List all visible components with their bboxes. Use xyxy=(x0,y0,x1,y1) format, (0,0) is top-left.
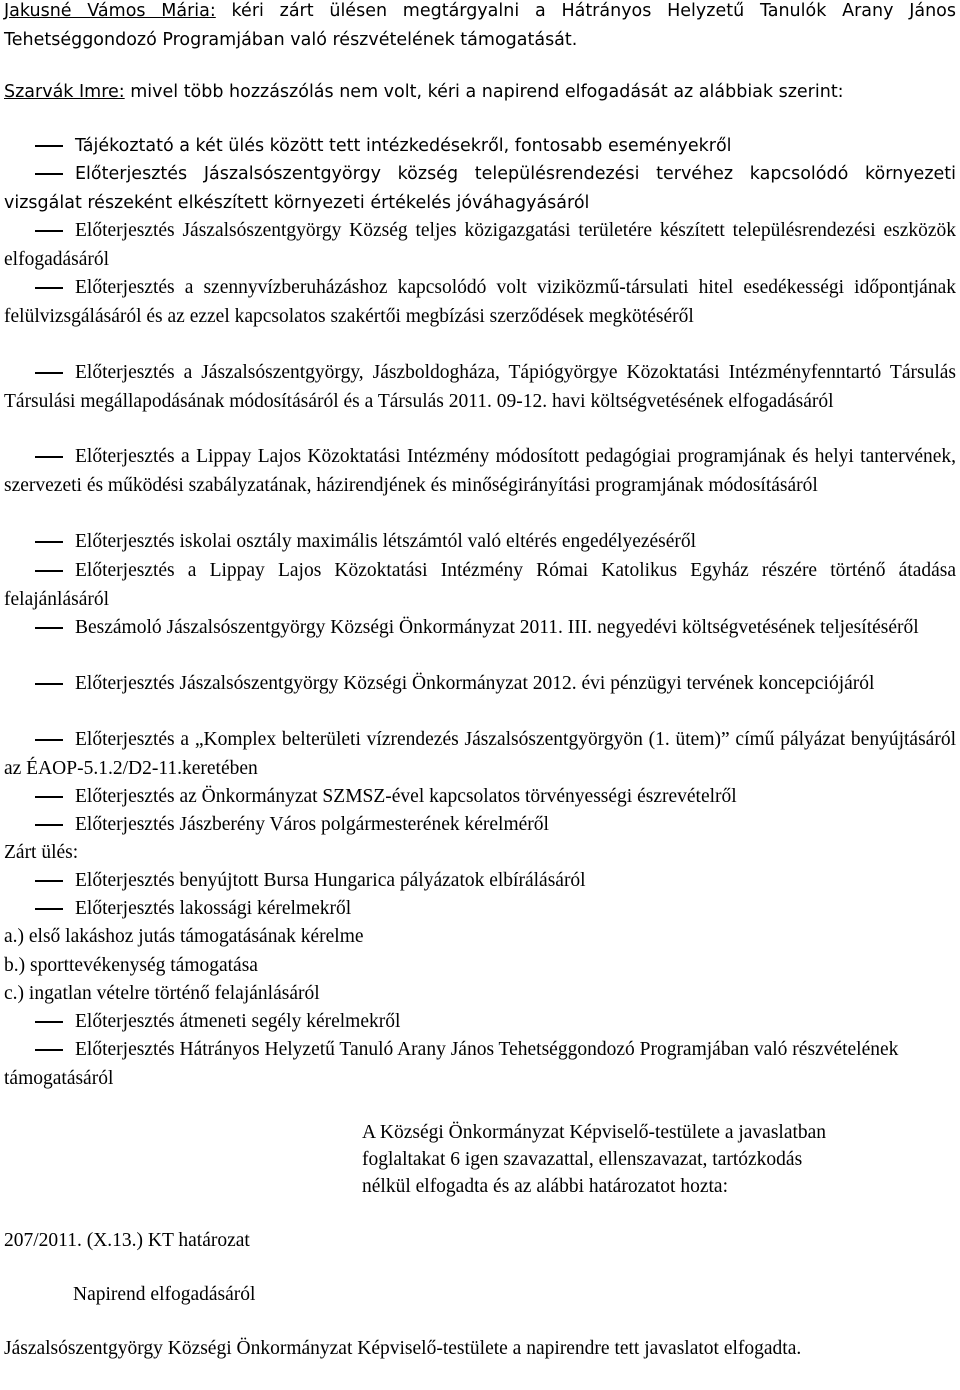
agenda-item: Előterjesztés iskolai osztály maximális létszámtól való eltérés engedélyezéséről xyxy=(75,531,697,552)
agenda-item: Tájékoztató a két ülés között tett intézkedésekről, fontosabb eseményekről xyxy=(75,136,732,156)
resolution-text: Jászalsószentgyörgy Községi Önkormányzat Képviselő-testülete a napirendre tett javaslatot elfogadta. xyxy=(4,1338,802,1359)
intro-paragraph-1 xyxy=(4,0,956,54)
agenda-item: Előterjesztés a Lippay Lajos Közoktatási Intézmény módosított pedagógiai programjának és helyi tantervének, szervezeti és működési szabályzatának, házirendjének és minőségirányítási programjának módosításáról xyxy=(4,446,956,496)
agenda-item: Előterjesztés Jászalsószentgyörgy Községi Önkormányzat 2012. évi pénzügyi tervének koncepciójáról xyxy=(75,673,875,694)
sub-item: c.) ingatlan vételre történő felajánlásáról xyxy=(4,983,320,1004)
vote-statement-line-3: nélkül elfogadta és az alábbi határozatot hozta: xyxy=(362,1176,728,1197)
intro-text-2: mivel több hozzászólás nem volt, kéri a napirend elfogadását az alábbiak szerint: xyxy=(124,82,844,102)
agenda-item: Előterjesztés Jászberény Város polgármesterének kérelméről xyxy=(75,814,549,835)
agenda-item: Előterjesztés Jászalsószentgyörgy Község teljes közigazgatási területére készített településrendezési eszközök elfogadásáról xyxy=(4,220,956,270)
sub-item: b.) sporttevékenység támogatása xyxy=(4,955,258,976)
agenda-item: Előterjesztés Jászalsószentgyörgy község településrendezési tervéhez kapcsolódó környezeti vizsgálat részeként elkészített környezeti értékelés jóváhagyásáról xyxy=(4,164,956,213)
resolution-subject: Napirend elfogadásáról xyxy=(73,1284,256,1305)
vote-statement-line-1: A Községi Önkormányzat Képviselő-testülete a javaslatban xyxy=(362,1122,827,1143)
agenda-item: Előterjesztés lakossági kérelmekről xyxy=(75,898,352,919)
agenda-item: Előterjesztés a Jászalsószentgyörgy, Jászboldogháza, Tápiógyörgye Közoktatási Intézményfenntartó Társulás Társulási megállapodásának módosításáról és a Társulás 2011. 09-12. havi költségvetésének elfogadásáról xyxy=(4,362,956,412)
intro-paragraph-2 xyxy=(4,78,956,107)
agenda-item: Előterjesztés a szennyvízberuházáshoz kapcsolódó volt viziközmű-társulati hitel esedékességi időpontjának felülvizsgálásáról és az ezzel kapcsolatos szakértői megbízási szerződések megkötéséről xyxy=(4,277,956,327)
agenda-item: Előterjesztés a „Komplex belterületi vízrendezés Jászalsószentgyörgyön (1. ütem)” című pályázat benyújtásáról az ÉAOP-5.1.2/D2-11.keretében xyxy=(4,729,956,779)
speaker-name-1: Jakusné Vámos Mária: xyxy=(4,1,216,21)
closed-session-heading: Zárt ülés: xyxy=(4,842,79,863)
agenda-item: Előterjesztés Hátrányos Helyzetű Tanuló Arany János Tehetséggondozó Programjában való részvételének támogatásáról xyxy=(4,1039,899,1089)
agenda-item: Előterjesztés benyújtott Bursa Hungarica pályázatok elbírálásáról xyxy=(75,870,586,891)
vote-statement xyxy=(362,1119,952,1200)
resolution-number: 207/2011. (X.13.) KT határozat xyxy=(4,1230,250,1251)
sub-item: a.) első lakáshoz jutás támogatásának kérelme xyxy=(4,926,364,947)
speaker-name-2: Szarvák Imre: xyxy=(4,82,125,102)
agenda-item: Előterjesztés átmeneti segély kérelmekről xyxy=(75,1011,401,1032)
agenda-item: Előterjesztés a Lippay Lajos Közoktatási Intézmény Római Katolikus Egyház részére történő átadása felajánlásáról xyxy=(4,560,956,610)
vote-statement-line-2: foglaltakat 6 igen szavazattal, ellenszavazat, tartózkodás xyxy=(362,1149,803,1170)
agenda-item: Előterjesztés az Önkormányzat SZMSZ-ével kapcsolatos törvényességi észrevételről xyxy=(75,786,737,807)
intro-text-1: kéri zárt ülésen megtárgyalni a Hátrányos Helyzetű Tanulók Arany János Tehetséggondozó Programjában való részvételének támogatását. xyxy=(4,1,956,50)
agenda-item: Beszámoló Jászalsószentgyörgy Községi Önkormányzat 2011. III. negyedévi költségvetésének teljesítéséről xyxy=(75,617,919,638)
